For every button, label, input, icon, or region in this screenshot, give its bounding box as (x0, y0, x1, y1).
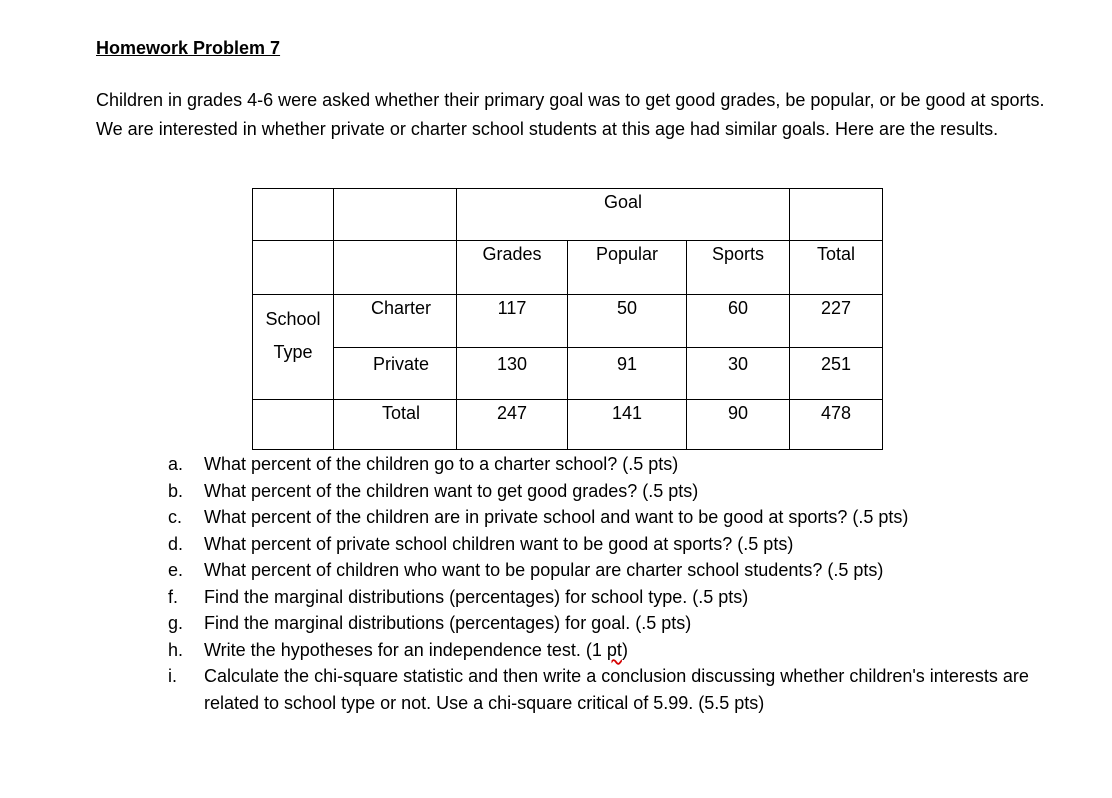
table-cell-empty (334, 189, 457, 241)
column-header-label: Sports (711, 244, 765, 264)
question-marker: g. (168, 613, 184, 633)
table-cell (687, 347, 790, 400)
column-header-label: Total (816, 244, 856, 264)
goal-header: Goal (603, 192, 643, 212)
cell-value: 141 (611, 403, 643, 423)
table-cell (457, 400, 568, 450)
cell-value: 227 (820, 298, 852, 318)
question-text: Calculate the chi-square statistic and then write a conclusion discussing whether children's interests are related to school type or not. Use a chi-square critical of 5.99. (5.5 pts) (204, 666, 1029, 713)
spellcheck-flagged-word: pt (606, 639, 622, 660)
school-label-line-1: School (265, 309, 321, 329)
question-text: What percent of the children are in private school and want to be good at sports? (.5 pts) (204, 507, 909, 527)
question-text: Find the marginal distributions (percentages) for goal. (.5 pts) (204, 613, 692, 633)
table-row-private (253, 347, 883, 400)
table-cell-empty (790, 189, 883, 241)
school-label-line-2: Type (273, 342, 313, 362)
table-cell-empty (253, 189, 334, 241)
cell-value: 251 (820, 353, 852, 374)
row-label-charter (334, 295, 457, 348)
cell-value: 247 (496, 403, 528, 423)
question-text: What percent of children who want to be popular are charter school students? (.5 pts) (204, 560, 884, 580)
cell-value: 117 (497, 298, 527, 318)
school-type-label-cell (253, 295, 334, 400)
table-header-row-goal (253, 189, 883, 241)
table-cell-empty (253, 400, 334, 450)
cell-value: 90 (727, 403, 749, 423)
question-text: What percent of the children go to a charter school? (.5 pts) (204, 454, 679, 474)
table-cell (790, 400, 883, 450)
table-cell (568, 347, 687, 400)
cell-value: 50 (616, 298, 638, 318)
question-marker: h. (168, 639, 184, 660)
table-cell (568, 400, 687, 450)
question-list (160, 451, 1060, 716)
question-item (160, 637, 1060, 664)
question-text (204, 637, 1060, 664)
question-text-part: Write the hypotheses for an independence test. (1 (204, 639, 607, 660)
intro-paragraph: Children in grades 4-6 were asked whether their primary goal was to get good grades, be popular, or be good at sports. We are interested in whether private or charter school students at this age had similar goals. Here are the results. (96, 90, 1045, 139)
question-marker: e. (168, 560, 184, 580)
column-header-label: Grades (482, 244, 542, 264)
question-text: What percent of private school children want to be good at sports? (.5 pts) (204, 533, 794, 554)
table-cell-empty (334, 241, 457, 295)
cell-value: 91 (616, 353, 638, 374)
column-header-popular (568, 241, 687, 295)
table-row-total (253, 400, 883, 450)
question-item (160, 451, 1060, 478)
cell-value: 130 (496, 353, 528, 374)
column-header-grades (457, 241, 568, 295)
question-marker: f. (168, 586, 179, 607)
row-label-total (334, 400, 457, 450)
question-item (160, 504, 1060, 531)
question-item (160, 584, 1060, 611)
page-title: Homework Problem 7 (96, 38, 281, 58)
row-label: Total (381, 403, 421, 423)
column-header-label: Popular (595, 244, 659, 264)
table-row-charter (253, 295, 883, 348)
cell-value: 60 (727, 298, 749, 318)
row-label: Private (372, 353, 430, 374)
column-header-sports (687, 241, 790, 295)
table-cell-empty (253, 241, 334, 295)
table-cell (790, 347, 883, 400)
cell-value: 30 (727, 353, 749, 374)
question-item (160, 531, 1060, 558)
question-item (160, 478, 1060, 505)
question-marker: c. (168, 507, 183, 527)
question-item (160, 610, 1060, 637)
row-label: Charter (370, 298, 432, 318)
table-cell (687, 295, 790, 348)
question-marker: i. (168, 666, 177, 686)
question-text: What percent of the children want to get good grades? (.5 pts) (204, 480, 699, 501)
cell-value: 478 (820, 403, 852, 423)
table-cell (568, 295, 687, 348)
column-header-total (790, 241, 883, 295)
school-type-label (253, 295, 333, 369)
contingency-table (252, 188, 883, 450)
table-header-row-columns (253, 241, 883, 295)
question-text-part: ) (621, 639, 628, 660)
table-cell (687, 400, 790, 450)
question-item (160, 663, 1060, 716)
goal-header-cell (457, 189, 790, 241)
question-marker: b. (168, 480, 184, 501)
question-marker: d. (168, 533, 184, 554)
table-cell (457, 347, 568, 400)
table-cell (457, 295, 568, 348)
table-cell (790, 295, 883, 348)
question-marker: a. (168, 454, 184, 474)
row-label-private (334, 347, 457, 400)
question-item (160, 557, 1060, 584)
question-text: Find the marginal distributions (percentages) for school type. (.5 pts) (204, 586, 749, 607)
